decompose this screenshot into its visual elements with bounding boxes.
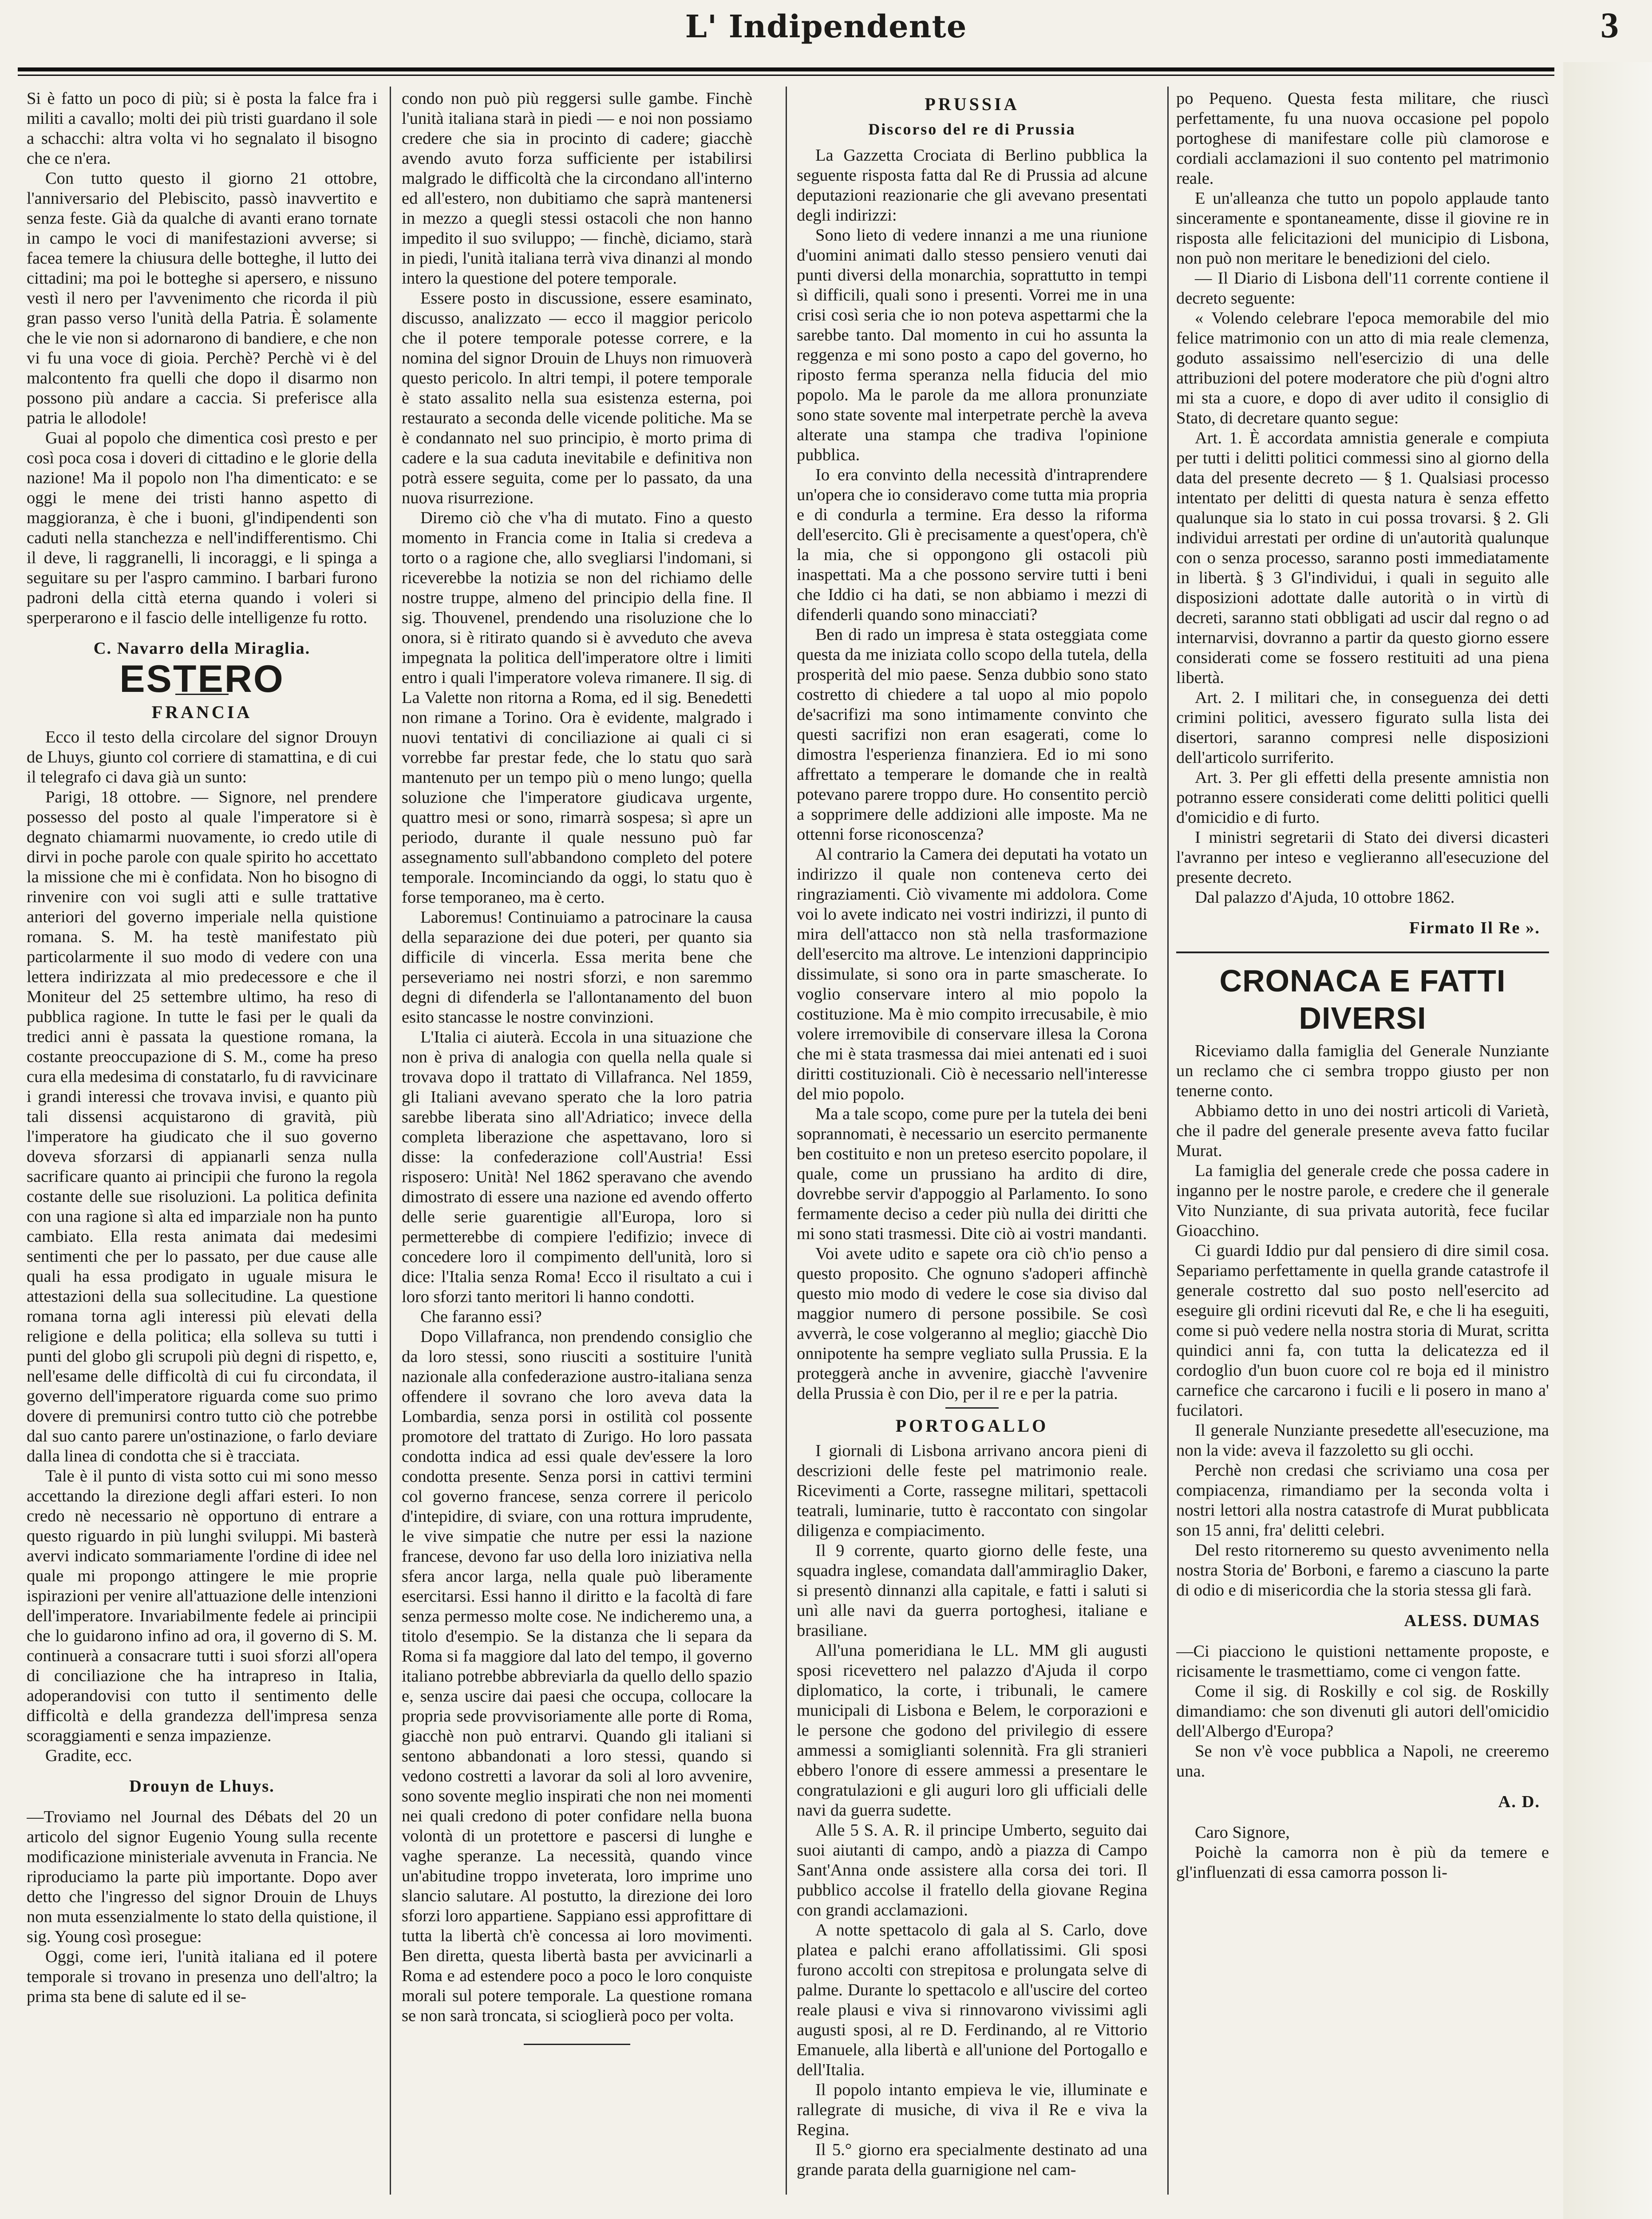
country-heading: PRUSSIA: [925, 94, 1020, 114]
column-2: [402, 89, 752, 2183]
column-divider: [390, 87, 391, 2195]
paragraph: Del resto ritorneremo su questo avvenimento nella nostra Storia de' Borboni, e faremo a ciascuno la parte di odio e di misericordia che la storia stessa gli farà.: [1176, 1541, 1549, 1599]
author-initials: A. D.: [1498, 1793, 1540, 1811]
column-divider: [1167, 87, 1169, 2195]
paragraph: Guai al popolo che dimentica così presto e per così poca cosa i doveri di cittadino e le glorie della nazione! Ma il popolo non l'ha dimenticato: e se oggi le mene dei tristi hanno aspetto di maggioranza, è che i buoni, gl'indipendenti son caduti nella stanchezza e nell'indifferentismo. Chi il deve, li raggranelli, li incoraggi, e li spinga a seguitare su per l'aspro cammino. I barbari furono padroni della città eterna quando i voleri si sperperarono e il fascio delle intelligenze fu rotto.: [27, 429, 377, 627]
author-signature: ALESS. DUMAS: [1404, 1611, 1540, 1630]
paragraph: Art. 2. I militari che, in conseguenza dei detti crimini politici, avessero figurato sulla lista dei disertori, saranno compresi nelle disposizioni dell'articolo surriferito.: [1176, 688, 1549, 767]
paragraph: La Gazzetta Crociata di Berlino pubblica la seguente risposta fatta dal Re di Prussia ad alcune deputazioni reazionarie che gli avevano presentati degli indirizzi:: [797, 146, 1147, 225]
page-number: 3: [1601, 5, 1619, 45]
paragraph: Laboremus! Continuiamo a patrocinare la causa della separazione dei due poteri, per quanto sia difficile di vincerla. Essa merita bene che perseveriamo nei nostri sforzi, e non saremmo degni di difenderla se l'allontanamento del buon esito stancasse le nostre convinzioni.: [402, 908, 752, 1027]
paragraph: Perchè non credasi che scriviamo una cosa per compiacenza, rimandiamo per la seconda volta i nostri lettori alla nostra catastrofe di Murat pubblicata son 15 anni, fra' delitti celebri.: [1176, 1461, 1549, 1540]
section-title-cronaca: CRONACA E FATTI DIVERSI: [1176, 952, 1549, 1037]
paragraph: A notte spettacolo di gala al S. Carlo, dove platea e palchi erano affollatissimi. Gli sposi furono accolti con strepitosa e prolungata selve di palme. Durante lo spettacolo e all'uscire del corteo reale plausi e viva si rinnovarono vivissimi agli augusti sposi, al re D. Ferdinando, al re Vittorio Emanuele, alla libertà e all'unione del Portogallo e dell'Italia.: [797, 1921, 1147, 2079]
masthead: [0, 0, 1652, 67]
paragraph: Il popolo intanto empieva le vie, illuminate e rallegrate di musiche, di viva il Re e viva la Regina.: [797, 2081, 1147, 2139]
paragraph: Tale è il punto di vista sotto cui mi sono messo accettando la direzione degli affari esteri. Io non credo nè necessario nè opportuno di entrare a questo riguardo in più lunghi sviluppi. Mi basterà avervi indicato sommariamente l'ordine di idee nel quale mi propongo attingere le mie proprie ispirazioni per venire all'attuazione delle intenzioni dell'imperatore. Invariabilmente fedele ai principii che lo guidarono infino ad ora, il governo di S. M. continuerà a consacrare tutti i suoi sforzi all'opera di conciliazione che ha intrapreso in Italia, adoperandovisi con tutto il sentimento delle difficoltà e della grandezza dell'impresa senza scoraggiamenti e senza impazienze.: [27, 1467, 377, 1745]
paragraph: Abbiamo detto in uno dei nostri articoli di Varietà, che il padre del generale presente aveva fatto fucilar Murat.: [1176, 1102, 1549, 1160]
paragraph: Parigi, 18 ottobre. — Signore, nel prendere possesso del posto al quale l'imperatore si è degnato chiamarmi nuovamente, io credo utile di dirvi in poche parole con quale spirito ho accettato la missione che mi è confidata. Non ho bisogno di rinvenire con voi sugli atti e sulle trattative anteriori del governo imperiale nella quistione romana. S. M. ha testè manifestato più particolarmente il suo modo di vedere con una lettera indirizzata al mio predecessore e che il Moniteur del 25 settembre ultimo, ha reso di pubblica ragione. In tutte le fasi per le quali da tredici anni è passata la questione romana, la costante preoccupazione di S. M., come ha preso cura ella medesima di constatarlo, fu di ravvicinare i grandi interessi che trovava invisi, e quanto più tali dissensi acquistarono di gravità, più l'imperatore ha giudicato che il suo governo doveva sforzarsi di appianarli senza nulla sacrificare quanto ai principii che furono la regola costante delle sue risoluzioni. La politica definita con una ragione sì alta ed imparziale non ha punto cambiato. Ella resta animata dai medesimi sentimenti che per lo passato, per due cause alle quali ha essa prodigato in uguale misura le attestazioni della sua sollecitudine. La questione romana torna agli interessi più elevati della religione e della politica; ella solleva su tutti i punti del globo gli scrupoli più degni di rispetto, e, nell'esame delle difficoltà di cui fu circondata, il governo dell'imperatore riguarda come suo primo dovere di premunirsi contro tutto ciò che potrebbe dal suo canto parere un'ostinazione, o farlo deviare dalla linea di condotta che si è tracciata.: [27, 788, 377, 1465]
decree-signature: Firmato Il Re ».: [1409, 919, 1540, 937]
paragraph: I ministri segretarii di Stato dei diversi dicasteri l'avranno per inteso e veglieranno all'esecuzione del presente decreto.: [1176, 828, 1549, 887]
divider: [945, 1407, 999, 1409]
column-1: [27, 89, 377, 2183]
paragraph: E un'alleanza che tutto un popolo applaude tanto sinceramente e spontaneamente, disse il giovine re in risposta alle felicitazioni del municipio di Lisbona, non può non meritare le benedizioni del cielo.: [1176, 189, 1549, 268]
paragraph: Voi avete udito e sapete ora ciò ch'io penso a questo proposito. Che ognuno s'adoperi affinchè questo mio modo di vedere le cose sia diviso dal maggior numero di persone possibile. Se così avverrà, le cose volgeranno al meglio; giacchè Dio onnipotente ha sempre vegliato sulla Prussia. E la proteggerà anche in avvenire, giacchè l'avvenire della Prussia è con Dio, per il re e per la patria.: [797, 1244, 1147, 1403]
column-divider: [786, 87, 787, 2195]
paragraph: Essere posto in discussione, essere esaminato, discusso, analizzato — ecco il maggior pericolo che il potere temporale potesse correre, e la nomina del signor Drouin de Lhuys non rimuoverà questo pericolo. In altri tempi, il potere temporale è stato assalito nella sua esistenza esterna, poi restaurato a seconda delle vicende politiche. Ma se è condannato nel suo principio, è morto prima di cadere e la sua caduta inevitabile e definitiva non potrà essere seguita, come per lo passato, da una nuova risurrezione.: [402, 289, 752, 507]
paragraph: Dopo Villafranca, non prendendo consiglio che da loro stessi, sono riusciti a sostituire l'unità nazionale alla confederazione austro-italiana senza offendere il sovrano che loro aveva data la Lombardia, senza porsi in ostilità col possente promotore del trattato di Zurigo. Ho loro passata condotta indica ad essi quale dev'essere la loro condotta presente. Senza porsi in cattivi termini col governo francese, senza correre il pericolo d'intepidire, di sviare, con una rottura imprudente, le vive simpatie che nutre per essi la nazione francese, devono far uso della loro iniziativa nella sfera ancor larga, nella quale può liberamente esercitarsi. Essi hanno il diritto e la facoltà di fare senza permesso molte cose. Ne indicheremo una, a titolo d'esempio. Se la distanza che li separa da Roma si fa maggiore dal lato del tempo, il governo italiano potrebbe abbreviarla da quello dello spazio e, senza uscire dai paesi che occupa, collocare la propria sede provvisoriamente alle porte di Roma, giacchè non può entrarvi. Quando gli italiani si sentono abbandonati a loro stessi, quando si vedono costretti a lavorar da soli al loro avvenire, sono sovente meglio inspirati che non nei momenti nei quali credono di poter confidare nella buona volontà di un protettore e pascersi di lunghe e vaghe speranze. La necessità, quando vince un'abitudine troppo inveterata, loro imprime uno slancio salutare. Al postutto, la direzione dei loro sforzi loro appartiene. Sappiano essi approfittare di tutta la libertà ch'è concessa ai loro movimenti. Ben diretta, questa libertà basta per avvicinarli a Roma e ad estendere poco a poco le loro conquiste morali sul potere temporale. La questione romana se non sarà troncata, si scioglierà poco per volta.: [402, 1327, 752, 2025]
paragraph: Diremo ciò che v'ha di mutato. Fino a questo momento in Francia come in Italia si credeva a torto o a ragione che, allo svegliarsi l'indomani, si riceverebbe la notizia se non del richiamo delle nostre truppe, almeno del principio della fine. Il sig. Thouvenel, prendendo una risoluzione che lo onora, si è ritirato quando si è avveduto che aveva impegnata la politica dell'imperatore oltre i limiti entro i quali l'imperatore voleva rimanere. Il sig. di La Valette non ritorna a Roma, ed il sig. Benedetti non rimane a Torino. Ora è evidente, malgrado i nuovi tentativi di conciliazione ai quali ci si vorrebbe far prestar fede, che lo statu quo sarà mantenuto per un tempo più o meno lungo; quella soluzione che l'imperatore giudicava urgente, quattro mesi or sono, rimarrà sospesa; sì apre un periodo, durante il quale nessuno può far assegnamento sull'abbandono completo del potere temporale. Incominciando da oggi, lo statu quo è forse temporaneo, ma è certo.: [402, 509, 752, 907]
paragraph: Art. 1. È accordata amnistia generale e compiuta per tutti i delitti politici commessi sino al giorno della data del presente decreto — § 1. Qualsiasi processo intentato per delitti di questa natura è senza effetto qualunque sia lo stato in cui possa trovarsi. § 2. Gli individui arrestati per ordine di un'autorità qualunque con o senza processo, saranno posti immediatamente in libertà. § 3 Gl'individui, i quali in seguito alle disposizioni adottate dalle autorità o in virtù di decreti, saranno stati obbligati ad uscir dal regno o ad internarvisi, dovranno a partir da questo giorno essere considerati come se fossero restituiti ad una piena libertà.: [1176, 429, 1549, 687]
paragraph: Caro Signore,: [1195, 1823, 1290, 1842]
paragraph: « Volendo celebrare l'epoca memorabile del mio felice matrimonio con un atto di mia reale clemenza, goduto assaissimo nell'esercizio di una delle attribuzioni del potere moderatore che più d'ogni altro mi sta a cuore, e dopo di aver udito il consiglio di Stato, di decretare quanto segue:: [1176, 309, 1549, 427]
author-signature: Drouyn de Lhuys.: [129, 1777, 275, 1796]
paragraph: —Troviamo nel Journal des Débats del 20 un articolo del signor Eugenio Young sulla recente modificazione ministeriale avvenuta in Francia. Ne riproduciamo la parte più importante. Dopo aver detto che l'ingresso del signor Drouin de Lhuys non muta essenzialmente lo stato della quistione, il sig. Young così prosegue:: [27, 1808, 377, 1946]
paragraph: La famiglia del generale crede che possa cadere in inganno per le nostre parole, e credere che il generale Vito Nunziante, di sua privata autorità, fece fucilar Gioacchino.: [1176, 1161, 1549, 1240]
paragraph: po Pequeno. Questa festa militare, che riuscì perfettamente, fu una nuova occasione pel popolo portoghese di manifestare colle più clamorose e cordiali acclamazioni il suo contento pel matrimonio reale.: [1176, 89, 1549, 188]
paragraph: Alle 5 S. A. R. il principe Umberto, seguito dai suoi aiutanti di campo, andò a piazza di Campo Sant'Anna onde assistere alla corsa dei tori. Il pubblico accolse il fratello della giovane Regina con grandi acclamazioni.: [797, 1821, 1147, 1919]
paragraph: Se non v'è voce pubblica a Napoli, ne creeremo una.: [1176, 1742, 1549, 1781]
column-3: [797, 89, 1147, 2183]
paragraph: Riceviamo dalla famiglia del Generale Nunziante un reclamo che ci sembra troppo giusto per non tenerne conto.: [1176, 1042, 1549, 1100]
paragraph: Poichè la camorra non è più da temere e gl'influenzati di essa camorra posson li-: [1176, 1843, 1549, 1882]
paragraph: Il 5.° giorno era specialmente destinato ad una grande parata della guarnigione nel cam-: [797, 2140, 1147, 2179]
paragraph: —Ci piacciono le quistioni nettamente proposte, e ricisamente le trasmettiamo, come ci vengon fatte.: [1176, 1642, 1549, 1681]
paragraph: Al contrario la Camera dei deputati ha votato un indirizzo il quale non conteneva certo dei ringraziamenti. Ciò vivamente mi addolora. Come voi lo avete indicato nei vostri indirizzi, il punto di mira dell'attacco non stà nella trasformazione dell'esercito ma altrove. Le intenzioni dapprincipio dissimulate, si sono ora in parte smascherate. Io voglio conservare intero al mio popolo la costituzione. Ma è mio compito irrecusabile, è mio volere irremovibile di conservare illesa la Corona che mi è stata trasmessa dai miei antenati ed i suoi diritti costituzionali. Ciò è necessario nell'interesse del mio popolo.: [797, 845, 1147, 1103]
paragraph: Ecco il testo della circolare del signor Drouyn de Lhuys, giunto col corriere di stamattina, e di cui il telegrafo ci dava già un sunto:: [27, 728, 377, 786]
adjacent-page-edge: [1563, 62, 1652, 2219]
paragraph: I giornali di Lisbona arrivano ancora pieni di descrizioni delle feste pel matrimonio reale. Ricevimenti a Corte, rassegne militari, spettacoli teatrali, luminarie, tutto è raccontato con singolar diligenza e compiacimento.: [797, 1441, 1147, 1540]
paragraph: Sono lieto di vedere innanzi a me una riunione d'uomini animati dallo stesso pensiero venuti dai punti diversi della monarchia, soprattutto in tempi sì difficili, quali sono i presenti. Vorrei me in una crisi così seria che io non poteva aspettarmi che la sarebbe tanto. Dal momento in cui ho assunta la reggenza e mi sono posto a capo del governo, ho riposto ferma speranza nella fiducia del mio popolo. Ma le parole da me allora pronunziate sono state sovente mal interpetrate perchè la aveva alterate una stampa che tradiva l'opinione pubblica.: [797, 226, 1147, 464]
country-heading: FRANCIA: [151, 702, 253, 722]
divider: [524, 2044, 630, 2045]
paragraph: Il generale Nunziante presedette all'esecuzione, ma non la vide: aveva il fazzoletto su gli occhi.: [1176, 1421, 1549, 1460]
paragraph: Gradite, ecc.: [45, 1746, 132, 1765]
paragraph: Con tutto questo il giorno 21 ottobre, l'anniversario del Plebiscito, passò inavvertito e senza feste. Già da qualche di avanti erano tornate in campo le voci di manifestazioni avverse; si facea temere la chiusura delle botteghe, il lutto dei cittadini; ma poi le botteghe si apersero, e nissuno vestì il nero per l'avvenimento che ricorda il più gran passo verso l'unità della Patria. È solamente che le vie non si adornarono di bandiere, e che non vi fu una voce di gioia. Perchè? Perchè vi è del malcontento fra quelli che dopo il disarmo non possono più andare a caccia. Si preferisce alla patria le allodole!: [27, 169, 377, 427]
paragraph: Io era convinto della necessità d'intraprendere un'opera che io consideravo come tutta mia propria e di condurla a termine. Era desso la riforma dell'esercito. Gli è precisamente a quest'opera, ch'è la mia, che si oppongono gli ostacoli più inaspettati. Ma a che possono servire tutti i beni che Iddio ci ha dati, se non abbiamo i mezzi di difenderli quando sono minacciati?: [797, 466, 1147, 624]
masthead-rule-thick: [18, 67, 1554, 71]
country-heading: PORTOGALLO: [895, 1416, 1049, 1436]
masthead-rule-thin: [18, 75, 1554, 76]
paragraph: Si è fatto un poco di più; si è posta la falce fra i militi a cavallo; molti dei più tristi guardano il sole a schacchi: altra volta vi ho segnalato il bisogno che ce n'era.: [27, 89, 377, 168]
paragraph: L'Italia ci aiuterà. Eccola in una situazione che non è priva di analogia con quella nella quale si trovava dopo il trattato di Villafranca. Nel 1859, gli Italiani avevano sperato che la loro patria sarebbe liberata sino all'Adriatico; invece della completa liberazione che aspettavano, loro si disse: la confederazione coll'Austria! Essi risposero: Unità! Nel 1862 speravano che avendo dimostrato di essere una nazione ed avendo offerto delle serie guarentigie all'Europa, loro si permetterebbe di compiere l'edifizio; invece di concedere loro il compimento dell'unità, loro si dice: l'Italia senza Roma! Ecco il risultato a cui i loro sforzi tanto meritori li hanno condotti.: [402, 1028, 752, 1306]
column-4: [1176, 89, 1549, 2183]
paragraph: Dal palazzo d'Ajuda, 10 ottobre 1862.: [1195, 888, 1455, 907]
paragraph: Come il sig. di Roskilly e col sig. de Roskilly dimandiamo: che son divenuti gli autori dell'omicidio dell'Albergo d'Europa?: [1176, 1682, 1549, 1741]
paragraph: — Il Diario di Lisbona dell'11 corrente contiene il decreto seguente:: [1176, 269, 1549, 308]
author-signature: C. Navarro della Miraglia.: [93, 639, 311, 658]
paragraph: All'una pomeridiana le LL. MM gli augusti sposi ricevettero nel palazzo d'Ajuda il corpo diplomatico, la corte, i tribunali, le camere municipali di Lisbona e Belem, le corporazioni e le persone che godono del privilegio di essere ammessi a somiglianti solennità. Fra gli stranieri ebbero l'onore di essere ammessi a presentare le congratulazioni e gli auguri loro gli ufficiali delle navi da guerra sudette.: [797, 1641, 1147, 1820]
newspaper-title: L' Indipendente: [685, 8, 967, 45]
paragraph: Ma a tale scopo, come pure per la tutela dei beni soprannomati, è necessario un esercito permanente ben costituito e non un preteso esercito popolare, il quale, come un prussiano ha ardito di dire, dovrebbe servir d'appoggio al Parlamento. Io sono fermamente deciso a ceder più nulla dei diritti che mi sono stati trasmessi. Dite ciò ai vostri mandanti.: [797, 1105, 1147, 1243]
section-title-estero: ESTERO: [119, 658, 285, 700]
paragraph: Art. 3. Per gli effetti della presente amnistia non potranno essere considerati come delitti politici quelli d'omicidio e di furto.: [1176, 768, 1549, 827]
paragraph: Ben di rado un impresa è stata osteggiata come questa da me iniziata collo scopo della tutela, della prosperità del mio paese. Senza dubbio sono stato costretto di chiedere a tal uopo al mio popolo de'sacrifizi ma sono intimamente convinto che questi sacrifizi non eran esagerati, come lo dimostra l'esperienza finanziera. Ed io mi sono affrettato a temperare le domande che in realtà potevano parere troppo dure. Ho consentito perciò a sopprimere delle addizioni alle imposte. Ma ne ottenni forse riconoscenza?: [797, 625, 1147, 844]
article-subhead: Discorso del re di Prussia: [868, 120, 1076, 138]
paragraph: Il 9 corrente, quarto giorno delle feste, una squadra inglese, comandata dall'ammiraglio Daker, si presentò dinnanzi alla capitale, e fatti i saluti si unì alle navi da guerra portoghesi, italiane e brasiliane.: [797, 1541, 1147, 1640]
paragraph: Che faranno essi?: [420, 1307, 542, 1326]
paragraph: condo non può più reggersi sulle gambe. Finchè l'unità italiana starà in piedi — e noi non possiamo credere che sia in procinto di cadere; giacchè avendo avuto forza sufficiente per istabilirsi malgrado le difficoltà che la circondano all'interno ed all'estero, non dubitiamo che saprà mantenersi in mezzo a quegli stessi ostacoli che non hanno impedito il suo sviluppo; — finchè, diciamo, starà in piedi, l'unità italiana terrà viva dinanzi al mondo intero la questione del potere temporale.: [402, 89, 752, 288]
paragraph: Ci guardi Iddio pur dal pensiero di dire simil cosa. Separiamo perfettamente in quella grande catastrofe il generale costretto dal suo posto nell'esercito ad eseguire gli ordini ricevuti dal Re, e che li ha eseguiti, come si può vedere nella nostra storia di Murat, scritta quindici anni fa, con tutta la delicatezza ed il cordoglio d'un buon cuore col re boja ed il ministro carnefice che carcarono i fucili e li posero in mano a' fucilatori.: [1176, 1241, 1549, 1420]
paragraph: Oggi, come ieri, l'unità italiana ed il potere temporale si trovano in presenza uno dell'altro; la prima sta bene di salute ed il se-: [27, 1947, 377, 2006]
